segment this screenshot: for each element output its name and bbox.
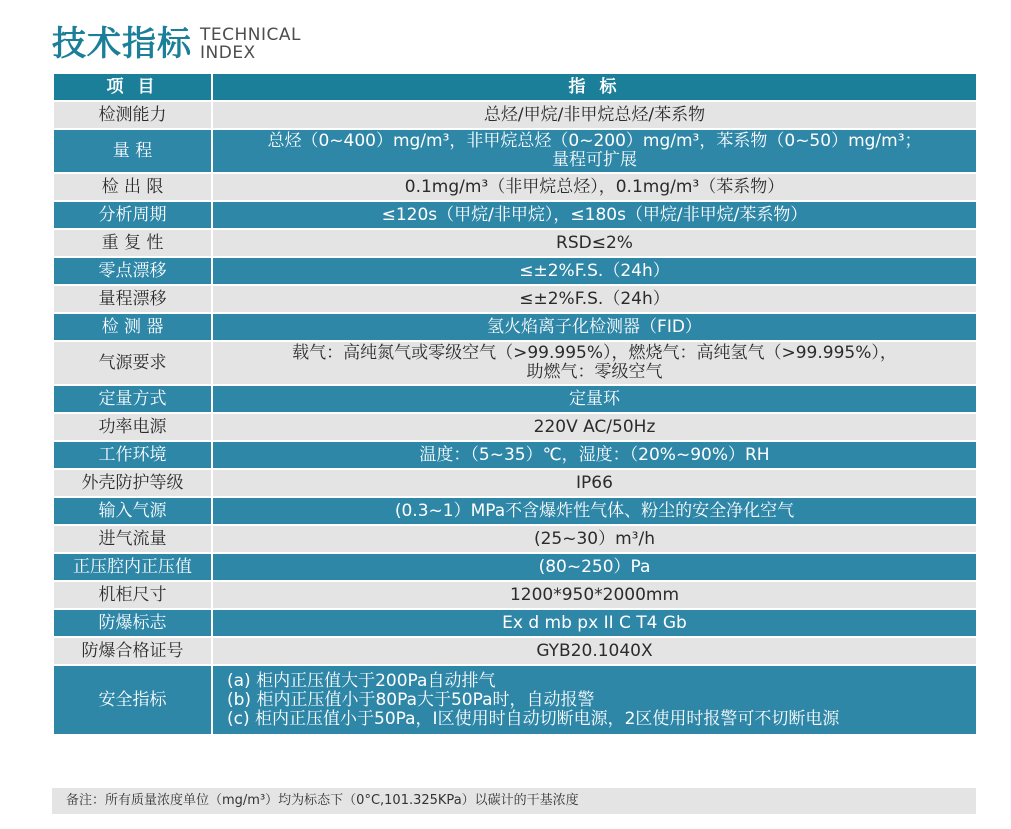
footnote: 备注：所有质量浓度单位（mg/m³）均为标态下（0°C,101.325KPa）以碳计的干基浓度 <box>52 788 976 814</box>
row-value: (80~250）Pa <box>212 553 977 581</box>
table-row <box>53 469 977 497</box>
table-row <box>53 665 977 735</box>
table-row <box>53 129 977 173</box>
row-value: Ex d mb px II C T4 Gb <box>212 609 977 637</box>
table-row <box>53 341 977 385</box>
row-value-line: 量程可扩展 <box>552 150 637 170</box>
subtitle-line-2: INDEX <box>200 43 256 63</box>
row-value: 定量环 <box>212 385 977 413</box>
row-item-label: 量 程 <box>53 129 212 173</box>
row-item-label: 重 复 性 <box>53 229 212 257</box>
row-value-line: 总烃（0~400）mg/m³，非甲烷总烃（0~200）mg/m³，苯系物（0~50）mg/m³； <box>267 131 922 151</box>
row-item-label: 检测能力 <box>53 101 212 129</box>
row-item-label: 工作环境 <box>53 441 212 469</box>
table-row <box>53 101 977 129</box>
table-row <box>53 553 977 581</box>
row-item-label: 外壳防护等级 <box>53 469 212 497</box>
row-value-line: (a) 柜内正压值大于200Pa自动排气 <box>227 670 496 691</box>
row-value: ≤120s（甲烷/非甲烷），≤180s（甲烷/非甲烷/苯系物） <box>212 201 977 229</box>
row-value-line: 载气：高纯氮气或零级空气（>99.995%），燃烧气：高纯氢气（>99.995%）， <box>292 343 897 363</box>
row-value: 1200*950*2000mm <box>212 581 977 609</box>
row-item-label: 正压腔内正压值 <box>53 553 212 581</box>
table-row <box>53 581 977 609</box>
table-row <box>53 257 977 285</box>
page-subtitle <box>200 26 301 62</box>
row-value: ≤±2%F.S.（24h） <box>212 257 977 285</box>
row-item-label: 防爆标志 <box>53 609 212 637</box>
row-value <box>212 665 977 735</box>
row-value <box>212 341 977 385</box>
column-header-item: 项 目 <box>53 73 212 101</box>
table-row <box>53 637 977 665</box>
row-value: (25~30）m³/h <box>212 525 977 553</box>
table-row <box>53 285 977 313</box>
column-header-spec: 指 标 <box>212 73 977 101</box>
row-value: 温度：（5~35）℃，湿度：（20%~90%）RH <box>212 441 977 469</box>
row-item-label: 检 测 器 <box>53 313 212 341</box>
table-row <box>53 229 977 257</box>
row-value-line: 助燃气：零级空气 <box>526 362 663 382</box>
row-item-label: 安全指标 <box>53 665 212 735</box>
row-value: 氢火焰离子化检测器（FID） <box>212 313 977 341</box>
row-item-label: 输入气源 <box>53 497 212 525</box>
page-header <box>52 14 301 64</box>
row-value: (0.3~1）MPa不含爆炸性气体、粉尘的安全净化空气 <box>212 497 977 525</box>
row-item-label: 进气流量 <box>53 525 212 553</box>
row-value: ≤±2%F.S.（24h） <box>212 285 977 313</box>
row-item-label: 功率电源 <box>53 413 212 441</box>
row-item-label: 分析周期 <box>53 201 212 229</box>
row-value: 0.1mg/m³（非甲烷总烃），0.1mg/m³（苯系物） <box>212 173 977 201</box>
spec-table <box>52 72 976 736</box>
row-item-label: 防爆合格证号 <box>53 637 212 665</box>
row-item-label: 量程漂移 <box>53 285 212 313</box>
table-row <box>53 525 977 553</box>
page-title: 技术指标 <box>52 24 192 64</box>
row-value: IP66 <box>212 469 977 497</box>
table-row <box>53 609 977 637</box>
table-row <box>53 173 977 201</box>
row-value: 总烃/甲烷/非甲烷总烃/苯系物 <box>212 101 977 129</box>
table-row <box>53 497 977 525</box>
table-row <box>53 201 977 229</box>
table-row <box>53 441 977 469</box>
subtitle-line-1: TECHNICAL <box>200 25 301 45</box>
row-item-label: 气源要求 <box>53 341 212 385</box>
row-value: GYB20.1040X <box>212 637 977 665</box>
table-header-row <box>53 73 977 101</box>
table-row <box>53 313 977 341</box>
row-item-label: 定量方式 <box>53 385 212 413</box>
row-item-label: 零点漂移 <box>53 257 212 285</box>
row-item-label: 检 出 限 <box>53 173 212 201</box>
table-row <box>53 385 977 413</box>
table-row <box>53 413 977 441</box>
row-value: RSD≤2% <box>212 229 977 257</box>
row-value-line: (c) 柜内正压值小于50Pa，I区使用时自动切断电源，2区使用时报警可不切断电源 <box>227 708 840 729</box>
row-value: 220V AC/50Hz <box>212 413 977 441</box>
row-item-label: 机柜尺寸 <box>53 581 212 609</box>
row-value <box>212 129 977 173</box>
row-value-line: (b) 柜内正压值小于80Pa大于50Pa时，自动报警 <box>227 689 595 710</box>
